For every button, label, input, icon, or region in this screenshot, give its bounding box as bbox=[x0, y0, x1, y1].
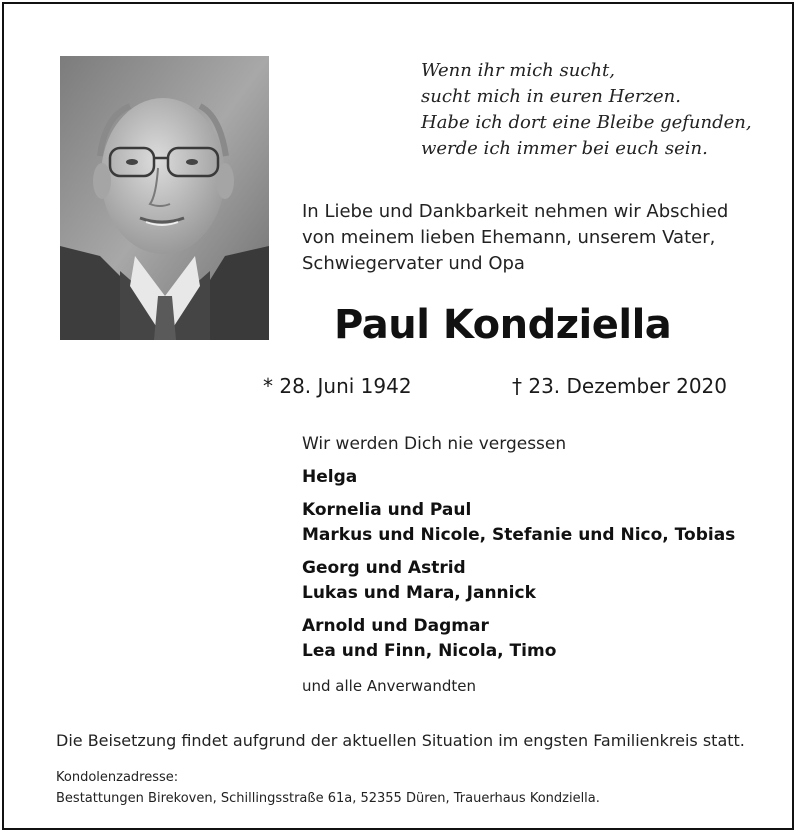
death-date: † 23. Dezember 2020 bbox=[512, 374, 727, 398]
family-member: Lukas und Mara, Jannick bbox=[302, 583, 536, 603]
family-member: Arnold und Dagmar bbox=[302, 616, 489, 636]
family-member: Kornelia und Paul bbox=[302, 500, 472, 520]
poem bbox=[421, 58, 752, 162]
family-lead: Wir werden Dich nie vergessen bbox=[302, 434, 567, 454]
deceased-name: Paul Kondziella bbox=[334, 302, 672, 348]
family-member: Markus und Nicole, Stefanie und Nico, Tobias bbox=[302, 525, 736, 545]
intro-line: Schwiegervater und Opa bbox=[302, 253, 525, 274]
family-list bbox=[302, 432, 735, 699]
condolence-address bbox=[56, 767, 600, 809]
burial-notice: Die Beisetzung findet aufgrund der aktuellen Situation im engsten Familienkreis statt. bbox=[56, 731, 745, 750]
family-tail: und alle Anverwandten bbox=[302, 677, 476, 695]
portrait-photo bbox=[60, 56, 269, 340]
condolence-label: Kondolenzadresse: bbox=[56, 770, 179, 785]
family-group bbox=[302, 465, 735, 490]
poem-line: sucht mich in euren Herzen. bbox=[421, 86, 681, 107]
family-member: Georg und Astrid bbox=[302, 558, 466, 578]
intro-line: In Liebe und Dankbarkeit nehmen wir Abschied bbox=[302, 201, 729, 222]
family-group bbox=[302, 556, 735, 606]
family-group bbox=[302, 498, 735, 548]
portrait-image bbox=[60, 56, 269, 340]
poem-line: Habe ich dort eine Bleibe gefunden, bbox=[421, 112, 752, 133]
intro-line: von meinem lieben Ehemann, unserem Vater, bbox=[302, 227, 716, 248]
family-member: Lea und Finn, Nicola, Timo bbox=[302, 641, 557, 661]
farewell-intro bbox=[302, 199, 728, 277]
birth-date: * 28. Juni 1942 bbox=[263, 374, 412, 398]
poem-line: Wenn ihr mich sucht, bbox=[421, 60, 615, 81]
family-group bbox=[302, 614, 735, 664]
poem-line: werde ich immer bei euch sein. bbox=[421, 138, 708, 159]
condolence-text: Bestattungen Birekoven, Schillingsstraße 61a, 52355 Düren, Trauerhaus Kondziella. bbox=[56, 791, 600, 806]
family-member: Helga bbox=[302, 467, 358, 487]
